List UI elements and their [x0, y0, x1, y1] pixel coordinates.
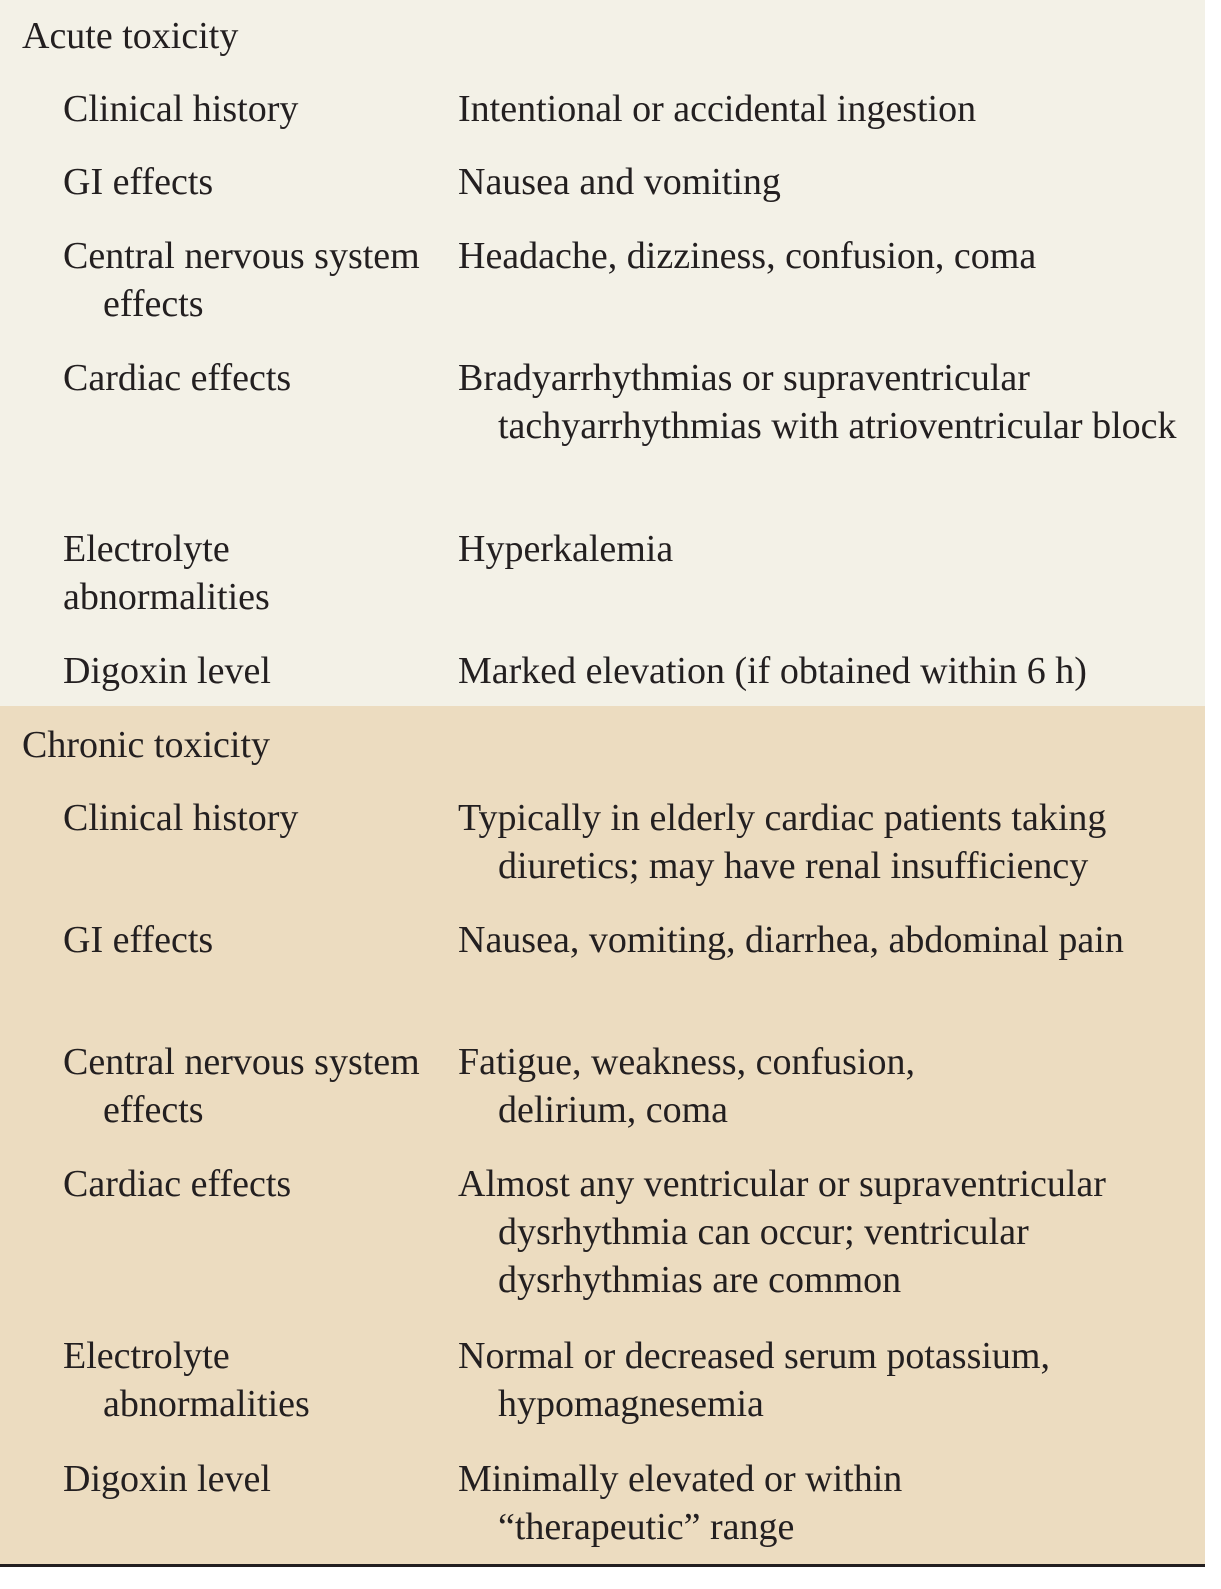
chronic-row-value: Typically in elderly cardiac patients taking diuretics; may have renal insufficiency	[458, 797, 1107, 887]
acute-toxicity-heading: Acute toxicity	[22, 15, 239, 57]
bottom-rule	[0, 1564, 1205, 1567]
acute-row-label: Cardiac effects	[63, 357, 292, 399]
acute-row-label: Central nervous system effects	[63, 235, 420, 325]
chronic-row-value: Minimally elevated or within “therapeutic” range	[458, 1458, 903, 1548]
acute-row-label: GI effects	[63, 161, 214, 203]
acute-row-label: Electrolyte abnormalities	[63, 528, 270, 618]
acute-row-value: Hyperkalemia	[458, 528, 674, 570]
chronic-row-label: Central nervous system effects	[63, 1041, 420, 1131]
acute-row-value: Intentional or accidental ingestion	[458, 88, 977, 130]
acute-row-label: Clinical history	[63, 88, 299, 130]
acute-row-value: Marked elevation (if obtained within 6 h)	[458, 650, 1087, 692]
chronic-row-value: Almost any ventricular or supraventricular dysrhythmia can occur; ventricular dysrhythmias are common	[458, 1163, 1106, 1301]
acute-row-value: Nausea and vomiting	[458, 161, 781, 203]
chronic-row-label: Clinical history	[63, 797, 299, 839]
chronic-toxicity-section	[0, 706, 1205, 1564]
chronic-row-label: Cardiac effects	[63, 1163, 292, 1205]
chronic-row-value: Fatigue, weakness, confusion, delirium, coma	[458, 1041, 915, 1131]
chronic-row-label: Digoxin level	[63, 1458, 271, 1500]
chronic-row-label: GI effects	[63, 919, 214, 961]
chronic-toxicity-heading: Chronic toxicity	[22, 724, 271, 766]
acute-row-label: Digoxin level	[63, 650, 271, 692]
acute-toxicity-section	[0, 0, 1205, 706]
acute-row-value: Headache, dizziness, confusion, coma	[458, 235, 1037, 277]
chronic-row-value: Nausea, vomiting, diarrhea, abdominal pain	[458, 919, 1124, 961]
acute-row-value: Bradyarrhythmias or supraventricular tachyarrhythmias with atrioventricular block	[458, 357, 1177, 447]
chronic-row-value: Normal or decreased serum potassium, hypomagnesemia	[458, 1335, 1050, 1425]
chronic-row-label: Electrolyte abnormalities	[63, 1335, 310, 1425]
